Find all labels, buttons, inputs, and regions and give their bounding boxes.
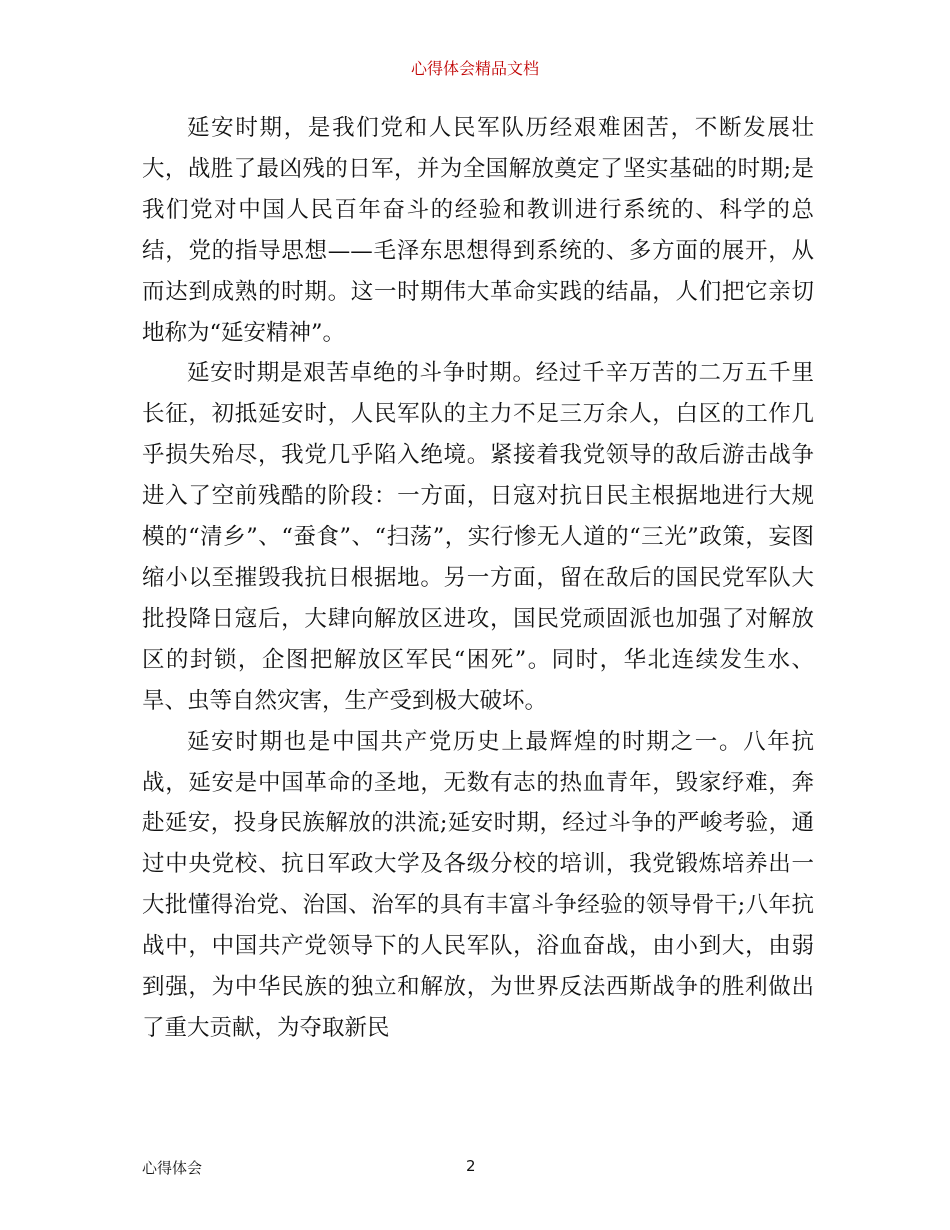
- paragraph-2: 延安时期是艰苦卓绝的斗争时期。经过千辛万苦的二万五千里长征，初抵延安时，人民军队的主力不足三万余人，白区的工作几乎损失殆尽，我党几乎陷入绝境。紧接着我党领导的敌后游击战争进入了空前残酷的阶段：一方面，日寇对抗日民主根据地进行大规模的“清乡”、“蚕食”、“扫荡”，实行惨无人道的“三光”政策，妄图缩小以至摧毁我抗日根据地。另一方面，留在敌后的国民党军队大批投降日寇后，大肆向解放区进攻，国民党顽固派也加强了对解放区的封锁，企图把解放区军民“困死”。同时，华北连续发生水、旱、虫等自然灾害，生产受到极大破坏。: [142, 360, 814, 714]
- paragraph-1: 延安时期，是我们党和人民军队历经艰难困苦，不断发展壮大，战胜了最凶残的日军，并为全国解放奠定了坚实基础的时期;是我们党对中国人民百年奋斗的经验和教训进行系统的、科学的总结，党的指导思想——毛泽东思想得到系统的、多方面的展开，从而达到成熟的时期。这一时期伟大革命实践的结晶，人们把它亲切地称为“延安精神”。: [142, 115, 814, 346]
- paragraph-3: 延安时期也是中国共产党历史上最辉煌的时期之一。八年抗战，延安是中国革命的圣地，无数有志的热血青年，毁家纾难，奔赴延安，投身民族解放的洪流;延安时期，经过斗争的严峻考验，通过中央党校、抗日军政大学及各级分校的培训，我党锻炼培养出一大批懂得治党、治国、治军的具有丰富斗争经验的领导骨干;八年抗战中，中国共产党领导下的人民军队，浴血奋战，由小到大，由弱到强，为中华民族的独立和解放，为世界反法西斯战争的胜利做出了重大贡献，为夺取新民: [142, 728, 814, 1041]
- page-header-title: 心得体会精品文档: [410, 59, 539, 78]
- page-number: 2: [466, 1157, 476, 1175]
- document-body: [142, 108, 814, 1049]
- page-footer-label: 心得体会: [142, 1159, 203, 1177]
